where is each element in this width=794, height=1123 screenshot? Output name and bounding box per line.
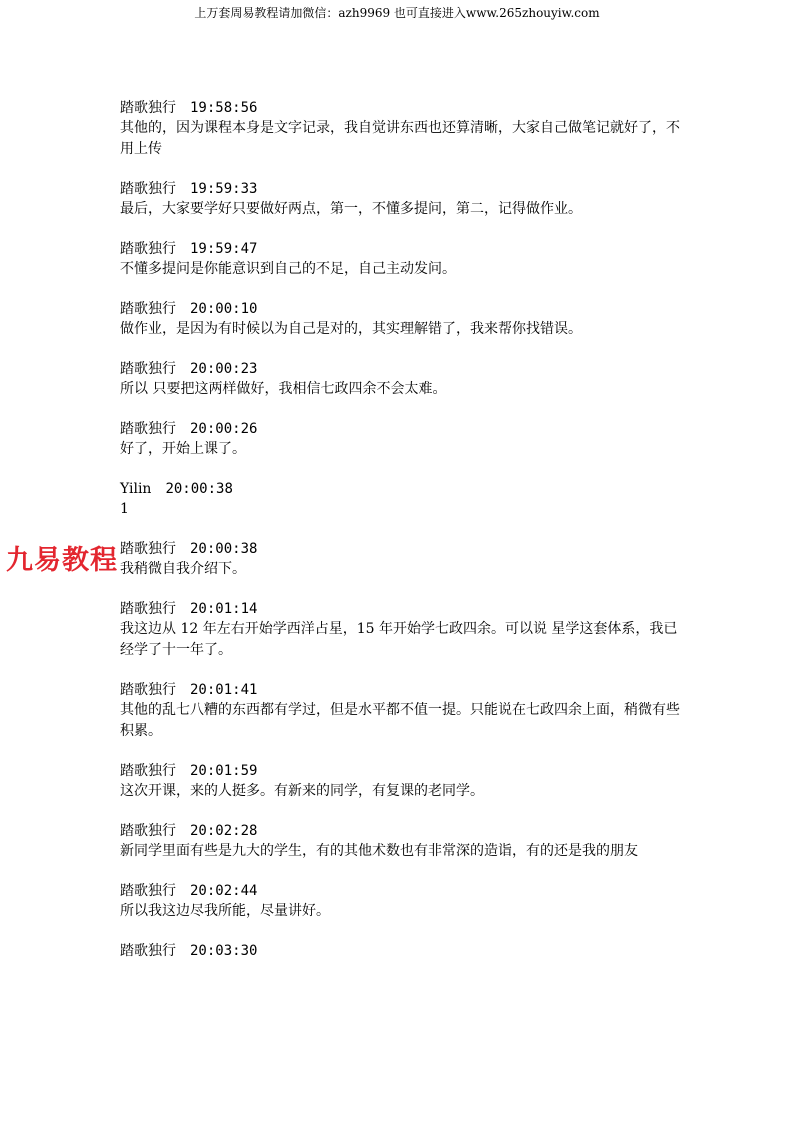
chat-message [120,761,680,802]
watermark-logo: 九易教程 [6,545,118,576]
message-text: 这次开课，来的人挺多。有新来的同学，有复课的老同学。 [120,783,484,799]
message-text: 我这边从 12 年左右开始学西洋占星，15 年开始学七政四余。可以说 星学这套体系，我已经学了十一年了。 [120,621,678,658]
sender-name: 踏歌独行 [120,241,176,257]
message-time: 20:01:59 [190,763,258,779]
message-time: 20:02:28 [190,823,258,839]
message-meta [120,881,680,901]
message-time: 20:00:26 [190,421,258,437]
sender-name: 踏歌独行 [120,301,176,317]
chat-message [120,359,680,400]
sender-name: 踏歌独行 [120,181,176,197]
message-text: 我稍微自我介绍下。 [120,561,246,577]
message-text: 1 [120,501,129,517]
message-time: 20:00:38 [190,541,258,557]
sender-name: 踏歌独行 [120,601,176,617]
message-time: 20:01:41 [190,682,258,698]
chat-log [120,98,680,980]
sender-name: 踏歌独行 [120,541,176,557]
message-meta [120,299,680,319]
message-meta [120,761,680,781]
message-time: 19:58:56 [190,100,258,116]
message-time: 19:59:47 [190,241,258,257]
chat-message [120,941,680,961]
chat-message [120,479,680,520]
message-meta [120,821,680,841]
message-time: 20:00:23 [190,361,258,377]
chat-message [120,821,680,862]
chat-message [120,98,680,160]
chat-message [120,299,680,340]
message-time: 20:03:30 [190,943,258,959]
chat-message [120,179,680,220]
message-time: 20:02:44 [190,883,258,899]
chat-message [120,539,680,580]
chat-message [120,680,680,742]
message-time: 20:01:14 [190,601,258,617]
message-time: 20:00:38 [165,481,233,497]
message-meta [120,479,680,499]
sender-name: 踏歌独行 [120,421,176,437]
chat-message [120,239,680,280]
sender-name: 踏歌独行 [120,763,176,779]
message-text: 不懂多提问是你能意识到自己的不足，自己主动发问。 [120,261,456,277]
sender-name: 踏歌独行 [120,823,176,839]
sender-name: 踏歌独行 [120,682,176,698]
message-meta [120,239,680,259]
chat-message [120,881,680,922]
message-time: 20:00:10 [190,301,258,317]
message-text: 其他的，因为课程本身是文字记录，我自觉讲东西也还算清晰，大家自己做笔记就好了，不用上传 [120,120,680,157]
message-meta [120,539,680,559]
message-meta [120,179,680,199]
sender-name: Yilin [120,481,152,497]
sender-name: 踏歌独行 [120,943,176,959]
message-text: 做作业，是因为有时候以为自己是对的，其实理解错了，我来帮你找错误。 [120,321,582,337]
sender-name: 踏歌独行 [120,883,176,899]
page-header: 上万套周易教程请加微信：azh9969 也可直接进入www.265zhouyiw.com [194,6,600,20]
sender-name: 踏歌独行 [120,100,176,116]
message-meta [120,941,680,961]
message-meta [120,419,680,439]
sender-name: 踏歌独行 [120,361,176,377]
message-text: 好了，开始上课了。 [120,441,246,457]
message-meta [120,98,680,118]
message-time: 19:59:33 [190,181,258,197]
message-text: 新同学里面有些是九大的学生，有的其他术数也有非常深的造诣，有的还是我的朋友 [120,843,638,859]
message-text: 最后，大家要学好只要做好两点，第一，不懂多提问，第二，记得做作业。 [120,201,582,217]
message-text: 所以我这边尽我所能，尽量讲好。 [120,903,330,919]
chat-message [120,419,680,460]
chat-message [120,599,680,661]
message-meta [120,599,680,619]
message-text: 其他的乱七八糟的东西都有学过，但是水平都不值一提。只能说在七政四余上面，稍微有些积累。 [120,702,680,739]
message-text: 所以 只要把这两样做好，我相信七政四余不会太难。 [120,381,447,397]
message-meta [120,359,680,379]
message-meta [120,680,680,700]
